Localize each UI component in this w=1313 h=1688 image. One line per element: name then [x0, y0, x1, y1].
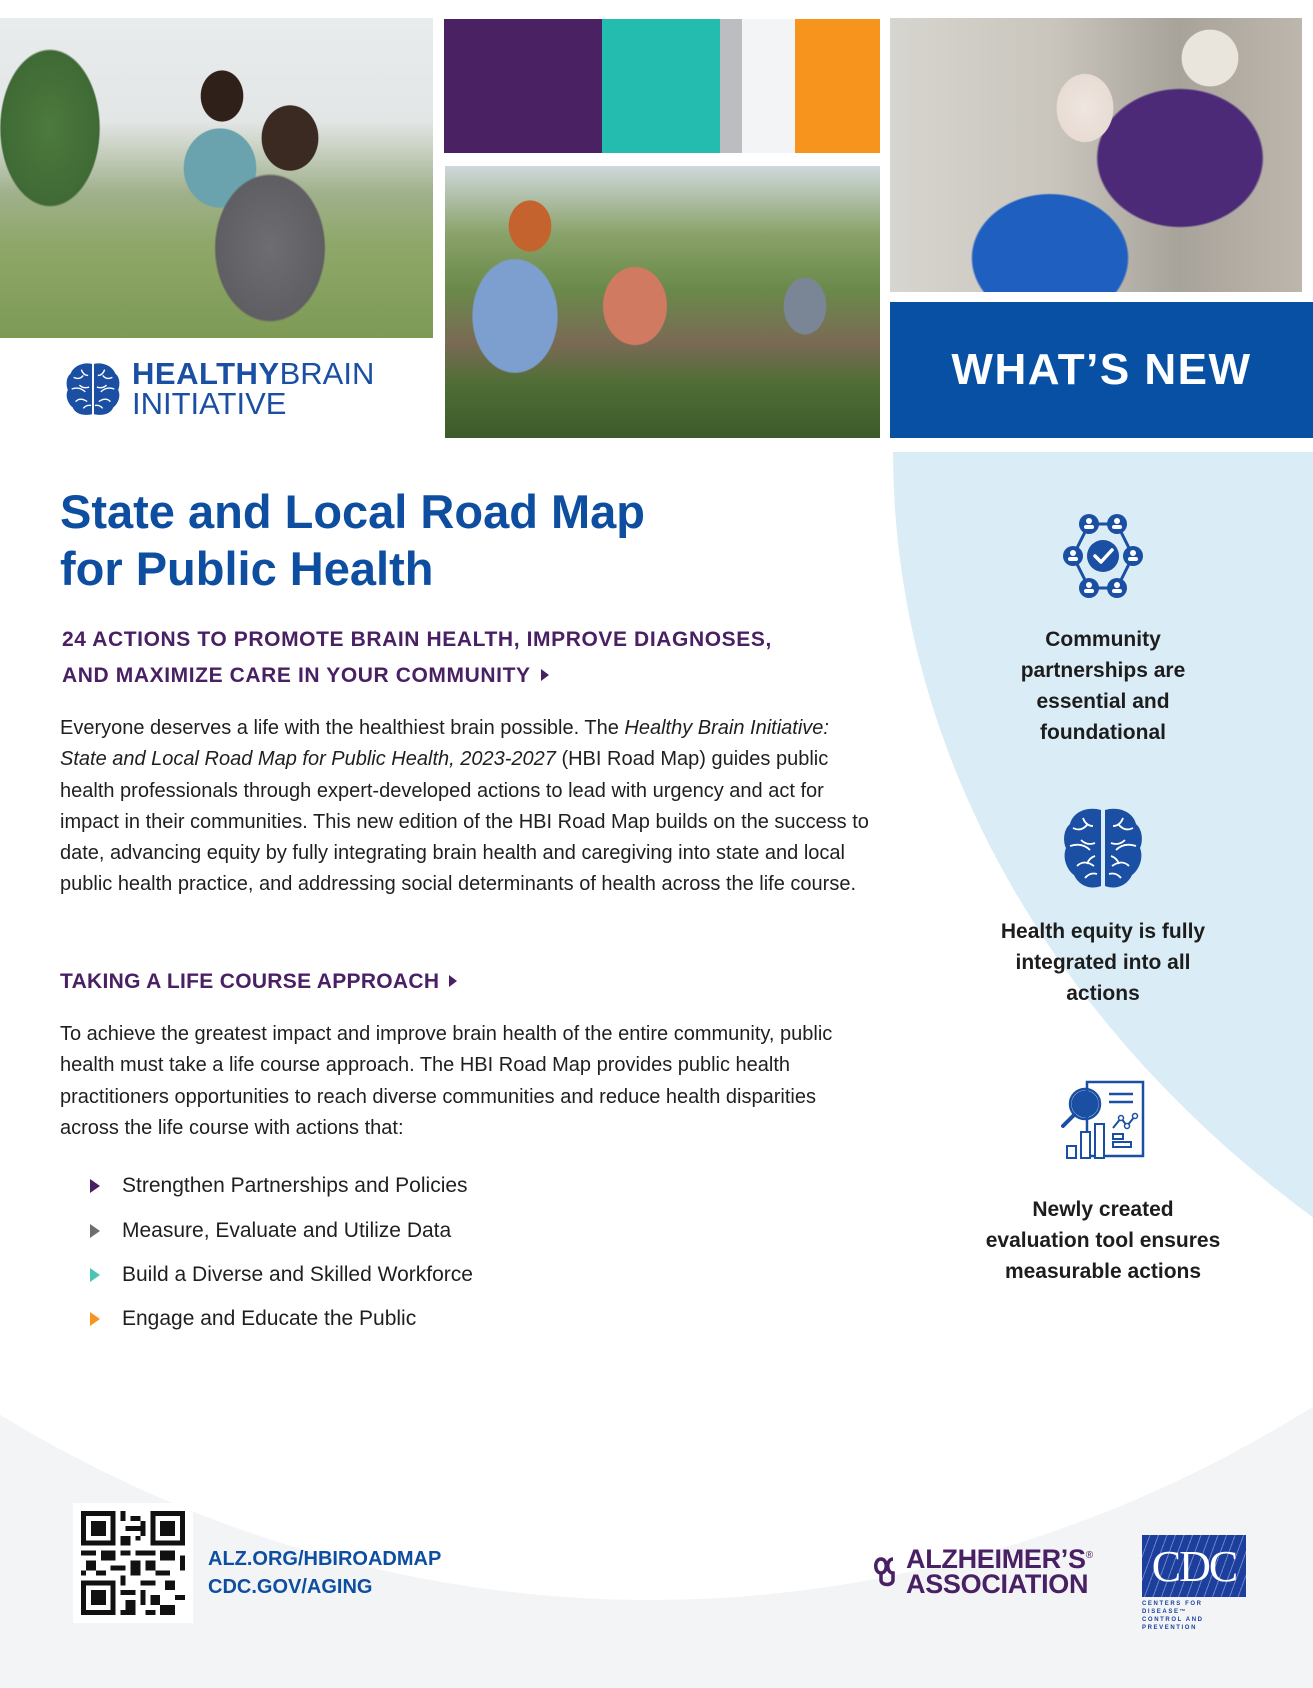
qr-code[interactable]	[73, 1503, 193, 1623]
qr-code-icon	[81, 1511, 185, 1615]
action-label: Strengthen Partnerships and Policies	[122, 1174, 468, 1197]
logo-healthy: HEALTHY	[132, 356, 280, 391]
cdc-sub-line-1: CENTERS FOR DISEASE™	[1142, 1601, 1203, 1615]
alz-logo-line-1: ALZHEIMER’S	[906, 1544, 1086, 1574]
logo-brain: BRAIN	[279, 356, 375, 391]
intro-paragraph	[60, 713, 880, 901]
color-swatch-orange	[795, 19, 880, 153]
brain-icon	[1055, 800, 1151, 896]
whats-new-banner: WHAT’S NEW	[890, 302, 1313, 438]
brain-logo-icon	[62, 358, 124, 420]
registered-mark: ®	[1085, 1550, 1093, 1561]
intro-text-italic-title: Healthy Brain Initiative: State and Local Road Map for Public Health, 2023-2027	[60, 717, 829, 771]
intro-text-end: (HBI Road Map) guides public health professionals through expert-developed actions to lead with urgency and act for impact in their communities. This new edition of the HBI Road Map builds on the success to date, advancing equity by fully integrating brain health and caregiving into state and local public health practice, and addressing social determinants of health across the life course.	[60, 748, 869, 896]
feature-evaluation-tool	[893, 1078, 1313, 1287]
cdc-logo-subtitle	[1142, 1600, 1246, 1632]
evaluation-report-icon	[1055, 1078, 1151, 1174]
feature-text: Community partnerships are essential and foundational	[1020, 628, 1186, 744]
brand-color-bar	[444, 19, 880, 153]
subtitle-line-2: AND MAXIMIZE CARE IN YOUR COMMUNITY	[62, 664, 531, 687]
triangle-right-icon	[449, 975, 457, 987]
alzheimers-association-mark-icon	[872, 1553, 902, 1587]
subtitle	[62, 622, 862, 694]
community-network-icon	[1055, 508, 1151, 604]
community-garden-photo	[445, 166, 880, 438]
bullet-triangle-icon	[90, 1312, 100, 1326]
section-heading-text: TAKING A LIFE COURSE APPROACH	[60, 970, 440, 993]
section-heading-life-course	[60, 970, 457, 994]
actions-list	[90, 1163, 473, 1341]
life-course-paragraph: To achieve the greatest impact and improve brain health of the entire community, public health must take a life course approach. The HBI Road Map provides public health practitioners opportunities to reach diverse communities and reduce health disparities across the life course with actions that:	[60, 1023, 833, 1139]
cdc-link[interactable]: CDC.GOV/AGING	[208, 1576, 373, 1598]
color-swatch-gray	[720, 19, 742, 153]
list-item	[90, 1209, 473, 1253]
bullet-triangle-icon	[90, 1179, 100, 1193]
healthy-brain-initiative-logo	[62, 358, 374, 420]
color-swatch-light	[742, 19, 795, 153]
alz-logo-line-2: ASSOCIATION	[906, 1569, 1089, 1599]
list-item	[90, 1253, 473, 1297]
caregiver-hug-photo	[890, 18, 1302, 292]
bullet-triangle-icon	[90, 1224, 100, 1238]
feature-community-partnerships	[893, 508, 1313, 748]
subtitle-line-1: 24 ACTIONS TO PROMOTE BRAIN HEALTH, IMPROVE DIAGNOSES,	[62, 628, 772, 651]
page-title	[60, 483, 860, 597]
logo-initiative: INITIATIVE	[132, 386, 287, 421]
feature-health-equity	[893, 800, 1313, 1009]
feature-text: Newly created evaluation tool ensures measurable actions	[985, 1198, 1221, 1283]
title-line-1: State and Local Road Map	[60, 485, 645, 538]
action-label: Engage and Educate the Public	[122, 1307, 417, 1330]
alzheimers-association-logo	[872, 1543, 1093, 1597]
alz-link[interactable]: ALZ.ORG/HBIROADMAP	[208, 1548, 442, 1570]
feature-text: Health equity is fully integrated into all actions	[1000, 920, 1206, 1005]
triangle-right-icon	[541, 669, 549, 681]
caregiver-wheelchair-photo	[0, 18, 433, 338]
intro-text-start: Everyone deserves a life with the healthiest brain possible. The	[60, 717, 625, 739]
bullet-triangle-icon	[90, 1268, 100, 1282]
color-swatch-purple	[444, 19, 602, 153]
cdc-sub-line-2: CONTROL AND PREVENTION	[1142, 1617, 1204, 1631]
footer-links	[208, 1545, 441, 1601]
list-item	[90, 1163, 473, 1209]
list-item	[90, 1297, 473, 1341]
title-line-2: for Public Health	[60, 542, 434, 595]
action-label: Build a Diverse and Skilled Workforce	[122, 1263, 473, 1286]
cdc-logo	[1142, 1535, 1246, 1632]
action-label: Measure, Evaluate and Utilize Data	[122, 1219, 452, 1242]
color-swatch-teal	[602, 19, 720, 153]
cdc-logo-box: CDC	[1142, 1535, 1246, 1597]
